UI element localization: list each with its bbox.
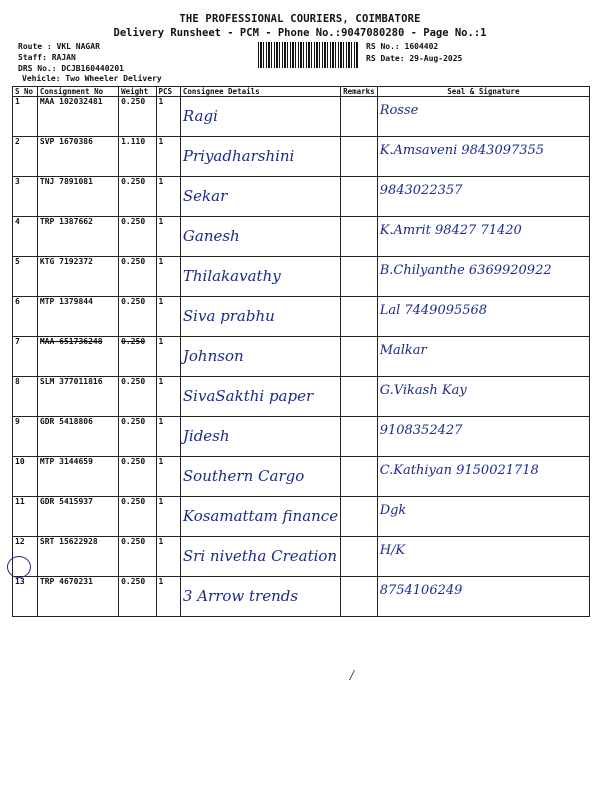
row-sno: 9 — [15, 417, 20, 426]
row-sno: 11 — [15, 497, 25, 506]
row-weight: 1.110 — [121, 137, 146, 146]
row-consignment: GDR 5418806 — [39, 417, 93, 426]
row-consignment: SVP 1670386 — [39, 137, 93, 146]
table-row — [13, 257, 590, 297]
row-pcs: 1 — [158, 377, 164, 386]
row-pcs: 1 — [158, 417, 164, 426]
row-weight: 0.250 — [121, 457, 146, 466]
row-consignment: TNJ 7891081 — [39, 177, 93, 186]
row-remarks — [341, 97, 378, 137]
barcode — [258, 42, 358, 68]
table-row — [13, 457, 590, 497]
row-remarks — [341, 297, 378, 337]
row-remarks — [341, 537, 378, 577]
row-signature: Dgk — [379, 503, 407, 518]
row-consignee: Priyadharshini — [182, 147, 295, 165]
row-signature: B.Chilyanthe 6369920922 — [379, 263, 552, 278]
row-consignee: Jidesh — [182, 427, 230, 445]
table-row — [13, 137, 590, 177]
row-pcs: 1 — [158, 257, 164, 266]
rs-number: RS No.: 1604402 — [366, 42, 439, 51]
row-pcs: 1 — [158, 537, 164, 546]
row-signature: Malkar — [379, 343, 427, 358]
row-consignment: TRP 4670231 — [39, 577, 93, 586]
row-sno: 8 — [15, 377, 20, 386]
row-remarks — [341, 177, 378, 217]
col-sno: S No — [13, 87, 38, 97]
row-sno: 1 — [15, 97, 20, 106]
row-pcs: 1 — [158, 337, 164, 346]
row-sno: 6 — [15, 297, 20, 306]
row-consignee: Siva prabhu — [182, 307, 275, 325]
row-weight: 0.250 — [121, 497, 146, 506]
row-sno: 7 — [15, 337, 20, 346]
row-weight: 0.250 — [121, 177, 146, 186]
row-weight: 0.250 — [121, 97, 146, 106]
row-consignment: MAA 102032481 — [39, 97, 103, 106]
row-consignment: TRP 1387662 — [39, 217, 93, 226]
row-remarks — [341, 377, 378, 417]
row-remarks — [341, 497, 378, 537]
table-row — [13, 377, 590, 417]
row-signature: C.Kathiyan 9150021718 — [379, 463, 539, 478]
col-consignment: Consignment No — [37, 87, 118, 97]
row-remarks — [341, 417, 378, 457]
route-label: Route : VKL NAGAR — [18, 42, 100, 51]
circled-row-mark — [7, 556, 31, 578]
row-weight: 0.250 — [121, 537, 146, 546]
row-consignment: KTG 7192372 — [39, 257, 93, 266]
row-sno: 3 — [15, 177, 20, 186]
row-consignment: SLM 377011816 — [39, 377, 103, 386]
row-consignment: MTP 1379844 — [39, 297, 93, 306]
row-pcs: 1 — [158, 297, 164, 306]
row-pcs: 1 — [158, 217, 164, 226]
pen-mark: / — [350, 668, 355, 682]
vehicle-label: Vehicle: Two Wheeler Delivery — [22, 74, 162, 83]
row-weight: 0.250 — [121, 577, 146, 586]
row-sno: 12 — [15, 537, 25, 546]
row-remarks — [341, 457, 378, 497]
row-consignment: MAA 651736248 — [39, 337, 103, 346]
row-sno: 13 — [15, 577, 25, 586]
company-title: THE PROFESSIONAL COURIERS, COIMBATORE — [179, 13, 421, 25]
table-row — [13, 297, 590, 337]
col-remarks: Remarks — [341, 87, 378, 97]
row-signature: Rosse — [379, 103, 419, 118]
row-sno: 4 — [15, 217, 20, 226]
table-row — [13, 417, 590, 457]
row-signature: H/K — [379, 543, 406, 558]
staff-label: Staff: RAJAN — [18, 53, 76, 62]
row-weight: 0.250 — [121, 337, 146, 346]
row-remarks — [341, 337, 378, 377]
row-consignee: Sri nivetha Creation — [182, 547, 338, 565]
row-pcs: 1 — [158, 577, 164, 586]
table-row — [13, 497, 590, 537]
row-consignee: Ragi — [182, 107, 218, 125]
row-pcs: 1 — [158, 457, 164, 466]
row-signature: 9843022357 — [379, 183, 463, 198]
row-sno: 5 — [15, 257, 20, 266]
row-consignee: Kosamattam finance — [182, 507, 339, 525]
col-signature: Seal & Signature — [377, 87, 589, 97]
table-row — [13, 537, 590, 577]
drs-number: DRS No.: DCJB160440201 — [18, 64, 124, 73]
row-sno: 2 — [15, 137, 20, 146]
row-weight: 0.250 — [121, 217, 146, 226]
row-remarks — [341, 137, 378, 177]
table-row — [13, 177, 590, 217]
row-consignee: Thilakavathy — [182, 267, 281, 285]
row-consignment: SRT 15622928 — [39, 537, 98, 546]
row-signature: K.Amsaveni 9843097355 — [379, 143, 545, 158]
row-consignee: SivaSakthi paper — [182, 387, 314, 405]
col-pcs: PCS — [156, 87, 180, 97]
row-remarks — [341, 257, 378, 297]
row-signature: 9108352427 — [379, 423, 463, 438]
row-pcs: 1 — [158, 177, 164, 186]
row-weight: 0.250 — [121, 297, 146, 306]
row-weight: 0.250 — [121, 417, 146, 426]
row-weight: 0.250 — [121, 377, 146, 386]
runsheet-subtitle: Delivery Runsheet - PCM - Phone No.:9047080280 - Page No.:1 — [113, 27, 487, 39]
row-consignee: 3 Arrow trends — [182, 587, 299, 605]
row-consignee: Ganesh — [182, 227, 240, 245]
rs-date: RS Date: 29-Aug-2025 — [366, 54, 463, 63]
row-sno: 10 — [15, 457, 25, 466]
row-pcs: 1 — [158, 137, 164, 146]
row-consignee: Sekar — [182, 187, 228, 205]
row-consignment: MTP 3144659 — [39, 457, 93, 466]
row-consignment: GDR 5415937 — [39, 497, 93, 506]
row-consignee: Southern Cargo — [182, 467, 305, 485]
col-consignee: Consignee Details — [180, 87, 340, 97]
table-row — [13, 337, 590, 377]
row-signature: 8754106249 — [379, 583, 463, 598]
table-header-row — [13, 87, 590, 97]
row-remarks — [341, 577, 378, 617]
delivery-table — [12, 86, 590, 617]
col-weight: Weight — [119, 87, 156, 97]
table-row — [13, 217, 590, 257]
row-remarks — [341, 217, 378, 257]
row-pcs: 1 — [158, 497, 164, 506]
row-weight: 0.250 — [121, 257, 146, 266]
table-row — [13, 97, 590, 137]
table-row — [13, 577, 590, 617]
row-signature: K.Amrit 98427 71420 — [379, 223, 522, 238]
row-pcs: 1 — [158, 97, 164, 106]
row-consignee: Johnson — [182, 347, 244, 365]
row-signature: Lal 7449095568 — [379, 303, 488, 318]
row-signature: G.Vikash Kay — [379, 383, 467, 398]
